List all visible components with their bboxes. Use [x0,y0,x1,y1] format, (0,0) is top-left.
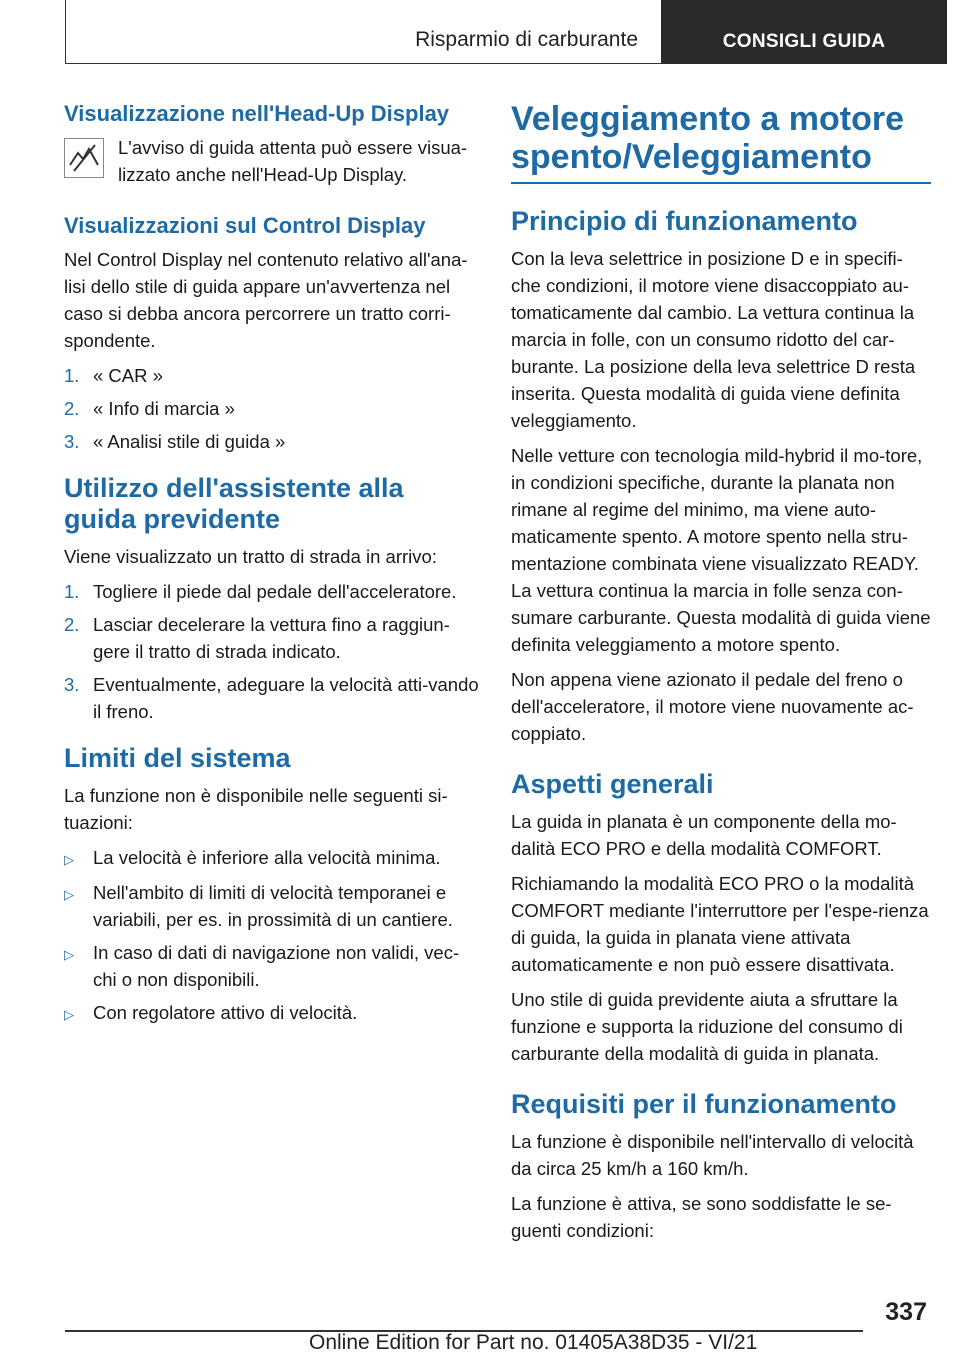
requirements-paragraph: La funzione è disponibile nell'intervallo di velocità da circa 25 km/h a 160 km/h. [511,1131,914,1179]
list-item: 2. « Info di marcia » [64,398,235,419]
hud-note-text: L'avviso di guida attenta può essere visua-lizzato anche nell'Head-Up Display. [118,137,468,185]
principle-paragraph: Non appena viene azionato il pedale del freno o dell'acceleratore, il motore viene nuovamente ac-coppiato. [511,669,914,744]
hud-note-icon [64,138,104,178]
control-display-heading: Visualizzazioni sul Control Display [64,213,426,238]
page-number: 337 [885,1298,927,1326]
section-title: Risparmio di carburante [415,28,638,51]
requirements-heading: Requisiti per il funzionamento [511,1089,897,1119]
list-item: 1. « CAR » [64,365,163,386]
list-item: ▷ La velocità è inferiore alla velocità minima. [64,844,480,873]
chapter-tab: CONSIGLI GUIDA [661,0,947,64]
list-item: ▷ Nell'ambito di limiti di velocità temporanei e variabili, per es. in prossimità di un cantiere. [64,879,480,933]
list-item: ▷ In caso di dati di navigazione non validi, vec-chi o non disponibili. [64,939,480,993]
assistant-steps [64,578,480,725]
right-column [511,100,931,1252]
control-display-steps [64,362,480,455]
edition-text: Online Edition for Part no. 01405A38D35 - VI/21 [309,1331,758,1354]
general-paragraph: Uno stile di guida previdente aiuta a sfruttare la funzione e supporta la riduzione del consumo di carburante della modalità di guida in planata. [511,989,903,1064]
limits-list [64,844,480,1028]
control-display-text: Nel Control Display nel contenuto relativo all'ana-lisi dello stile di guida appare un'avvertenza nel caso si debba ancora percorrere un tratto corri-spondente. [64,249,468,351]
hud-heading: Visualizzazione nell'Head-Up Display [64,101,450,126]
triangle-bullet-icon: ▷ [64,887,74,902]
list-item: 2. Lasciar decelerare la vettura fino a raggiun-gere il tratto di strada indicato. [64,614,450,662]
left-column [64,100,480,1046]
hud-note [64,134,480,188]
list-item: 3. « Analisi stile di guida » [64,431,286,452]
principle-heading: Principio di funzionamento [511,206,858,236]
limits-heading: Limiti del sistema [64,743,291,773]
limits-text: La funzione non è disponibile nelle seguenti si-tuazioni: [64,785,448,833]
general-heading: Aspetti generali [511,769,714,799]
requirements-paragraph: La funzione è attiva, se sono soddisfatte le se-guenti condizioni: [511,1193,892,1241]
assistant-heading: Utilizzo dell'assistente alla guida previdente [64,473,404,534]
list-item: ▷ Con regolatore attivo di velocità. [64,999,480,1028]
triangle-bullet-icon: ▷ [64,1007,74,1022]
assistant-text: Viene visualizzato un tratto di strada in arrivo: [64,546,437,567]
main-heading: Veleggiamento a motore spento/Veleggiamento [511,100,931,184]
footer-edition [309,1331,757,1355]
triangle-bullet-icon: ▷ [64,947,74,962]
list-item: 3. Eventualmente, adeguare la velocità atti-vando il freno. [64,674,479,722]
general-paragraph: Richiamando la modalità ECO PRO o la modalità COMFORT mediante l'interruttore per l'espe-rienza di guida, la guida in planata viene attivata automaticamente e non può essere disattivata. [511,873,929,975]
list-item: 1. Togliere il piede dal pedale dell'acceleratore. [64,581,457,602]
general-paragraph: La guida in planata è un componente della mo-dalità ECO PRO e della modalità COMFORT. [511,811,897,859]
triangle-bullet-icon: ▷ [64,852,74,867]
principle-paragraph: Con la leva selettrice in posizione D e in specifi-che condizioni, il motore viene disaccoppiato au-tomaticamente dal cambio. La vettura continua la marcia in folle, con un consumo ridotto del car-burante. La posizione della leva selettrice D resta inserita. Questa modalità di guida viene definita veleggiamento. [511,248,916,431]
principle-paragraph: Nelle vetture con tecnologia mild-hybrid il mo-tore, in condizioni specifiche, durante la planata non rimane al regime del minimo, ma viene auto-maticamente spento. A motore spento nella stru-mentazione combinata viene visualizzato READY. La vettura continua la marcia in folle senza con-sumare carburante. Questa modalità di guida viene definita veleggiamento a motore spento. [511,445,931,655]
